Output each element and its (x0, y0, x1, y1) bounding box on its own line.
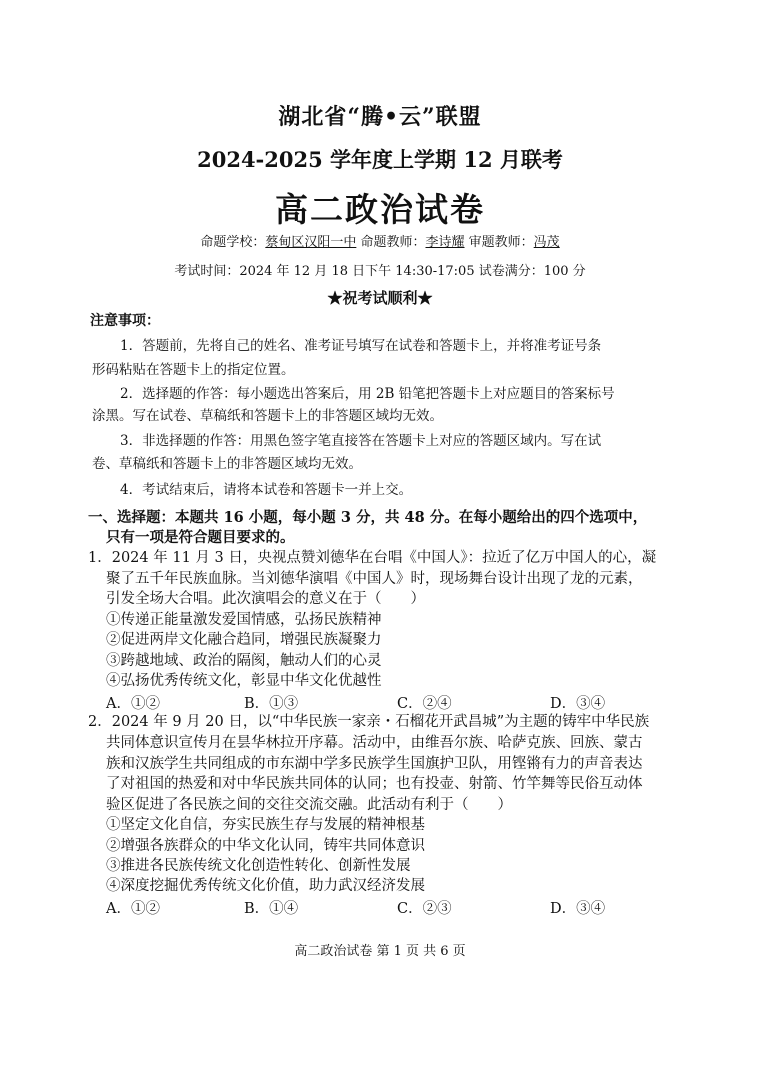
notice-item-1-line2: 形码粘贴在答题卡上的指定位置。 (92, 362, 295, 378)
q2-stem-line1: 2．2024 年 9 月 20 日，以“中华民族一家亲・石榴花开武昌城”为主题的铸牢中华民族 (88, 714, 650, 730)
q2-option-b: B．①④ (244, 901, 299, 917)
q1-statement-3: ③跨越地域、政治的隔阂，触动人们的心灵 (106, 653, 382, 669)
exam-time: 考试时间：2024 年 12 月 18 日下午 14:30-17:05 试卷满分：100 分 (174, 264, 586, 279)
q1-option-d: D．③④ (550, 696, 606, 712)
q2-option-a: A．①② (106, 901, 160, 917)
q1-statement-1: ①传递正能量激发爱国情感，弘扬民族精神 (106, 612, 382, 628)
notice-heading: 注意事项： (90, 313, 160, 329)
q1-stem-line1: 1．2024 年 11 月 3 日，央视点赞刘德华在台唱《中国人》：拉近了亿万中国人的心，凝 (88, 550, 657, 566)
q2-stem-line5: 验区促进了各民族之间的交往交流交融。此活动有利于（ ） (106, 797, 512, 813)
section-heading-cont: 只有一项是符合题目要求的。 (106, 529, 295, 546)
notice-item-2-line2: 涂黑。写在试卷、草稿纸和答题卡上的非答题区域均无效。 (92, 408, 443, 424)
q1-option-c: C．②④ (397, 696, 452, 712)
section-heading: 一、选择题：本题共 16 小题，每小题 3 分，共 48 分。在每小题给出的四个选项中， (88, 509, 648, 526)
q1-stem-line2: 聚了五千年民族血脉。当刘德华演唱《中国人》时，现场舞台设计出现了龙的元素， (106, 571, 643, 587)
school-label: 命题学校： (200, 235, 266, 250)
good-luck-banner: ★祝考试顺利★ (327, 289, 433, 307)
notice-item-1-line1: 1．答题前，先将自己的姓名、准考证号填写在试卷和答题卡上，并将准考证号条 (120, 338, 602, 354)
q2-stem-line2: 共同体意识宣传月在昙华林拉开序幕。活动中，由维吾尔族、哈萨克族、回族、蒙古 (106, 735, 643, 751)
teacher-name: 李诗耀 (425, 235, 465, 250)
reviewer-name: 冯茂 (533, 235, 560, 250)
q2-option-d: D．③④ (550, 901, 606, 917)
q2-option-c: C．②③ (397, 901, 452, 917)
notice-item-3-line1: 3．非选择题的作答：用黑色签字笔直接答在答题卡上对应的答题区域内。写在试 (120, 433, 602, 449)
q1-option-a: A．①② (106, 696, 160, 712)
page-footer: 高二政治试卷 第 1 页 共 6 页 (294, 944, 466, 959)
school-name: 蔡甸区汉阳一中 (265, 235, 357, 250)
q2-statement-2: ②增强各族群众的中华文化认同，铸牢共同体意识 (106, 838, 425, 854)
paper-title: 高二政治试卷 (275, 190, 485, 229)
notice-item-4: 4．考试结束后，请将本试卷和答题卡一并上交。 (120, 482, 413, 498)
reviewer-label: 审题教师： (468, 235, 534, 250)
q1-statement-4: ④弘扬优秀传统文化，彰显中华文化优越性 (106, 673, 382, 689)
q2-stem-line3: 族和汉族学生共同组成的市东湖中学多民族学生国旗护卫队，用铿锵有力的声音表达 (106, 756, 643, 772)
q2-statement-1: ①坚定文化自信，夯实民族生存与发展的精神根基 (106, 817, 425, 833)
alliance-title: 湖北省“腾•云”联盟 (278, 104, 482, 130)
exam-session-title: 2024-2025 学年度上学期 12 月联考 (197, 147, 563, 172)
author-info (0, 231, 760, 250)
q2-statement-3: ③推进各民族传统文化创造性转化、创新性发展 (106, 858, 411, 874)
q2-statement-4: ④深度挖掘优秀传统文化价值，助力武汉经济发展 (106, 878, 425, 894)
q1-stem-line3: 引发全场大合唱。此次演唱会的意义在于（ ） (106, 591, 425, 607)
q1-option-b: B．①③ (244, 696, 299, 712)
q1-statement-2: ②促进两岸文化融合趋同，增强民族凝聚力 (106, 632, 382, 648)
teacher-label: 命题教师： (360, 235, 426, 250)
notice-item-2-line1: 2．选择题的作答：每小题选出答案后，用 2B 铅笔把答题卡上对应题目的答案标号 (120, 386, 615, 402)
q2-stem-line4: 了对祖国的热爱和对中华民族共同体的认同；也有投壶、射箭、竹竿舞等民俗互动体 (106, 776, 643, 792)
notice-item-3-line2: 卷、草稿纸和答题卡上的非答题区域均无效。 (92, 456, 362, 472)
